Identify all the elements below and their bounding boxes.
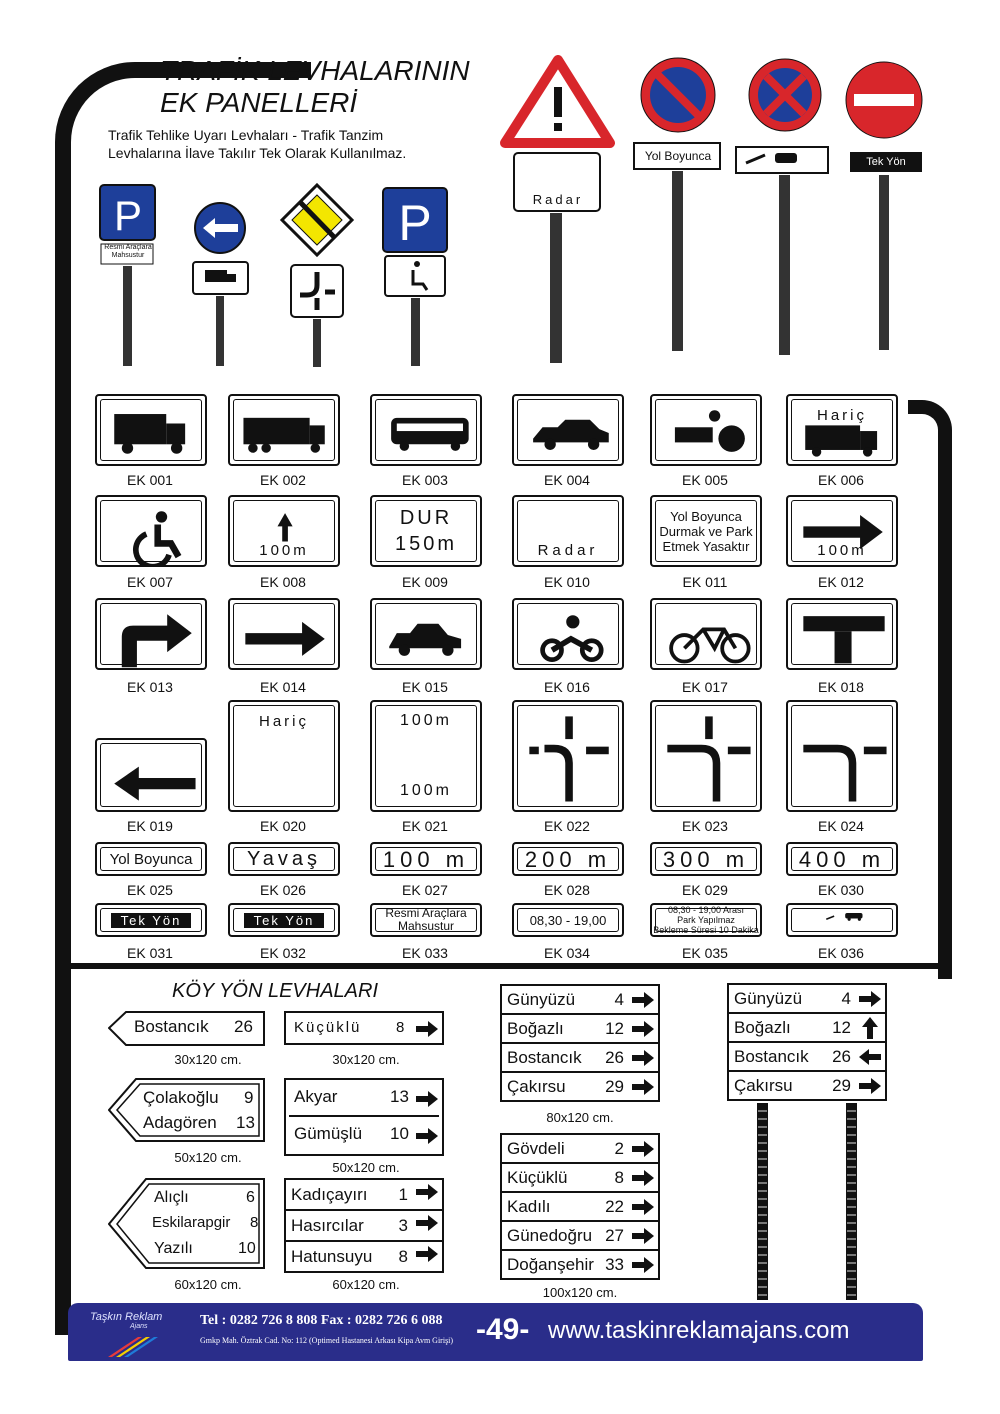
ek-panel-30 [786,842,898,876]
ek-pictogram-icon [656,400,760,464]
village-heading: KÖY YÖN LEVHALARI [172,980,379,1002]
ek-panel-text: 150m [394,533,458,555]
arrow-right-icon [416,1246,438,1262]
ek-panel-34 [512,903,624,937]
dim-100x120: 100x120 cm. [542,1285,618,1300]
arrow-right-icon [632,1199,654,1215]
ek-pictogram-icon [234,400,338,464]
ek-panel-code: EK 036 [818,945,864,961]
route-row: Doğanşehir 33 [502,1251,658,1278]
arrow-right-icon [416,1021,438,1037]
ek-panel-26 [228,842,340,876]
ek-pictogram-icon [656,706,760,810]
ek-panel-code: EK 015 [402,679,448,695]
ek-pictogram-icon [101,501,205,565]
parking-disabled-icon [383,188,447,296]
ek-panel-29 [650,842,762,876]
ek-pictogram-icon [518,400,622,464]
ek-panel-19 [95,738,207,812]
ek-panel-4 [512,394,624,466]
route-row: Çakırsu 29 [502,1073,658,1100]
ek-panel-21 [370,700,482,812]
ek-panel-text: Mahsustur [397,919,455,933]
ek-pictogram-icon [101,400,205,464]
ek-panel-code: EK 024 [818,818,864,834]
ek-panel-text: Hariç [816,407,867,424]
footer-phone: Tel : 0282 726 8 808 Fax : 0282 726 6 088 [200,1313,443,1328]
arrow-right-icon [416,1091,438,1107]
village-sign-colakoglu: Çolakoğlu 9 Adagören 13 [108,1078,266,1142]
ek-panel-text: 100m [259,542,309,559]
ek-panel-code: EK 014 [260,679,306,695]
frame-left-bar [55,300,71,1335]
ek-panel-code: EK 012 [818,574,864,590]
ek-panel-text: Yavaş [246,847,322,870]
ek-panel-code: EK 004 [544,472,590,488]
ek-pictogram-icon [792,909,896,935]
arrow-right-icon [416,1128,438,1144]
arrow-right-icon [632,992,654,1008]
ek-pictogram-icon [656,604,760,668]
ek-panel-code: EK 034 [544,945,590,961]
dim-30x120: 30x120 cm. [174,1052,242,1067]
yol-boyunca-panel-text: Yol Boyunca [644,149,712,163]
ek-panel-code: EK 026 [260,882,306,898]
ek-panel-code: EK 028 [544,882,590,898]
ek-panel-code: EK 019 [127,818,173,834]
ek-panel-text: Tek Yön [111,913,191,928]
company-logo: Taşkın Reklam Ajans [90,1311,163,1330]
arrow-right-icon [632,1170,654,1186]
ek-panel-code: EK 031 [127,945,173,961]
ek-pictogram-icon [234,604,338,668]
ek-panel-2 [228,394,340,466]
footer-bar [68,1303,923,1361]
ek-panel-36 [786,903,898,937]
footer-website[interactable]: www.taskinreklamajans.com [548,1317,850,1344]
ek-pictogram-icon [101,744,205,810]
warning-triangle-icon [505,60,610,211]
dim-60x120: 60x120 cm. [332,1277,400,1292]
top-right-signs [500,55,980,365]
arrow-right-icon [859,991,881,1007]
ek-panel-25 [95,842,207,876]
svg-text:P: P [113,192,143,239]
ek-panel-code: EK 023 [682,818,728,834]
ek-panel-7 [95,495,207,567]
arrow-right-icon [632,1257,654,1273]
arrow-right-icon [416,1215,438,1231]
ek-panel-35 [650,903,762,937]
page-subtitle: Trafik Tehlike Uyarı Levhaları - Trafik Tanzim Levhalarına İlave Takılır Tek Olarak Kullanılmaz. [108,127,407,161]
frame-right-bar [908,400,952,979]
page-number: -49- [476,1313,530,1346]
ek-panel-9 [370,495,482,567]
ek-panel-text: 200 m [524,846,612,872]
route-row: Çakırsu 29 [729,1072,885,1099]
ek-panel-code: EK 018 [818,679,864,695]
ek-panel-24 [786,700,898,812]
mandatory-left-icon [193,203,248,294]
route-row: Günedoğru 27 [502,1222,658,1251]
ek-panel-17 [650,598,762,670]
arrow-right-icon [632,1141,654,1157]
ek-panel-code: EK 006 [818,472,864,488]
village-sign-akyar: Akyar 13 Gümüşlü 10 [284,1078,444,1156]
priority-road-icon [282,185,352,317]
route-row: Küçüklü 8 [502,1164,658,1193]
ek-panel-text: Resmi Araçlara [385,906,467,920]
logo-stripes-icon [108,1335,168,1359]
ek-panel-code: EK 033 [402,945,448,961]
ek-panel-code: EK 029 [682,882,728,898]
route-row: Boğazlı 12 [502,1015,658,1044]
section-divider [60,963,940,969]
ek-panel-text: 100m [399,782,453,799]
ek-panel-32 [228,903,340,937]
arrow-right-icon [632,1079,654,1095]
ek-panel-23 [650,700,762,812]
ek-panel-code: EK 030 [818,882,864,898]
ek-panel-code: EK 016 [544,679,590,695]
ek-panel-12 [786,495,898,567]
ek-panel-code: EK 013 [127,679,173,695]
route-row: Boğazlı 12 [729,1014,885,1043]
route-row: Günyüzü 4 [729,985,885,1014]
p-panel-text: Resmi Araçlara Mahsustur [104,244,152,259]
dim-30x120: 30x120 cm. [332,1052,400,1067]
ek-pictogram-icon [792,706,896,810]
ek-panel-code: EK 010 [544,574,590,590]
village-sign-alicli: Alıçlı 6 Eskilarapgir 8 Yazılı 10 [108,1178,266,1270]
ek-panel-text: Durmak ve Park [659,523,753,539]
ek-pictogram-icon [792,604,896,668]
dim-80x120: 80x120 cm. [546,1110,614,1125]
ek-panel-1 [95,394,207,466]
ek-panel-text: 300 m [662,846,750,872]
ek-panel-code: EK 003 [402,472,448,488]
ek-panel-15 [370,598,482,670]
ek-panel-22 [512,700,624,812]
no-entry-icon [846,62,922,138]
ek-panel-code: EK 032 [260,945,306,961]
ek-panel-11 [650,495,762,567]
arrow-right-icon [416,1184,438,1200]
radar-panel-text: Radar [532,192,584,207]
ek-panel-code: EK 020 [260,818,306,834]
route-row: Bostancık 26 [502,1044,658,1073]
ek-panel-code: EK 007 [127,574,173,590]
arrow-right-icon [859,1078,881,1094]
no-stopping-icon [736,59,828,173]
ek-pictogram-icon [376,400,480,464]
ek-panel-code: EK 025 [127,882,173,898]
ek-panel-code: EK 002 [260,472,306,488]
village-sign-govdeli [500,1133,660,1280]
ek-panel-text: 100m [399,712,453,729]
arrow-left-icon [859,1049,881,1065]
ek-panel-5 [650,394,762,466]
ek-panel-text: Hariç [258,713,309,730]
ek-panel-text: Bekleme Süresi 10 Dakika [653,925,759,935]
ek-panel-13 [95,598,207,670]
ek-panel-text: 08,30 - 19,00 Arası [667,905,745,915]
ek-panel-8 [228,495,340,567]
tek-yon-panel-text: Tek Yön [850,152,922,172]
route-row: Kadılı 22 [502,1193,658,1222]
ek-pictogram-icon [518,706,622,810]
ek-pictogram-icon [101,604,205,668]
arrow-right-icon [632,1228,654,1244]
village-sign-kadicayiri: Kadıçayırı 1 Hasırcılar 3 Hatunsuyu 8 [284,1178,444,1273]
arrow-up-icon [859,1017,881,1039]
ek-panel-code: EK 027 [402,882,448,898]
dim-60x120: 60x120 cm. [174,1277,242,1292]
ek-panel-code: EK 005 [682,472,728,488]
ek-panel-code: EK 001 [127,472,173,488]
ek-panel-code: EK 008 [260,574,306,590]
ek-panel-text: Yol Boyunca [670,508,742,524]
route-row: Günyüzü 4 [502,986,658,1015]
arrow-right-icon [632,1021,654,1037]
ek-panel-text: Tek Yön [244,913,324,928]
ek-panel-3 [370,394,482,466]
ek-panel-18 [786,598,898,670]
ek-panel-14 [228,598,340,670]
ek-panel-text: 400 m [798,846,886,872]
ek-panel-6 [786,394,898,466]
ek-panel-10 [512,495,624,567]
ek-pictogram-icon [376,604,480,668]
ek-panel-20 [228,700,340,812]
village-sign-gunyuzu-directional [727,983,887,1101]
ek-panel-text: Radar [537,542,599,559]
ek-panel-33 [370,903,482,937]
route-row: Gövdeli 2 [502,1135,658,1164]
ek-panel-text: 100 m [382,846,470,872]
sign-post [757,1103,768,1300]
route-row: Bostancık 26 [729,1043,885,1072]
ek-panel-code: EK 022 [544,818,590,834]
ek-panel-code: EK 021 [402,818,448,834]
ek-pictogram-icon [518,604,622,668]
ek-panel-text: Etmek Yasaktır [662,538,750,554]
ek-panel-16 [512,598,624,670]
page-title: TRAFİK LEVHALARININ EK PANELLERİ [160,55,470,118]
village-sign-bostancik: Bostancık 26 [108,1011,264,1045]
ek-panel-text: Park Yapılmaz [677,915,735,925]
footer-address: Gmkp Mah. Öztrak Cad. No: 112 (Optimed Hastanesi Arkası Kipa Avm Girişi) [200,1336,454,1345]
ek-panel-31 [95,903,207,937]
ek-panel-text: 100m [817,542,867,559]
ek-panel-text: 08,30 - 19,00 [529,912,607,928]
dim-50x120: 50x120 cm. [174,1150,242,1165]
village-sign-gunyuzu [500,984,660,1102]
sign-post [846,1103,857,1300]
village-sign-kucuklu: Küçüklü 8 [284,1011,444,1045]
ek-panel-code: EK 017 [682,679,728,695]
ek-panel-text: Yol Boyunca [109,850,193,868]
dim-50x120: 50x120 cm. [332,1160,400,1175]
ek-panel-text: DUR [399,507,453,529]
ek-panel-code: EK 011 [682,574,728,590]
ek-panel-27 [370,842,482,876]
svg-text:P: P [398,195,432,251]
ek-panel-28 [512,842,624,876]
arrow-right-icon [632,1050,654,1066]
ek-panel-code: EK 035 [682,945,728,961]
ek-panel-code: EK 009 [402,574,448,590]
